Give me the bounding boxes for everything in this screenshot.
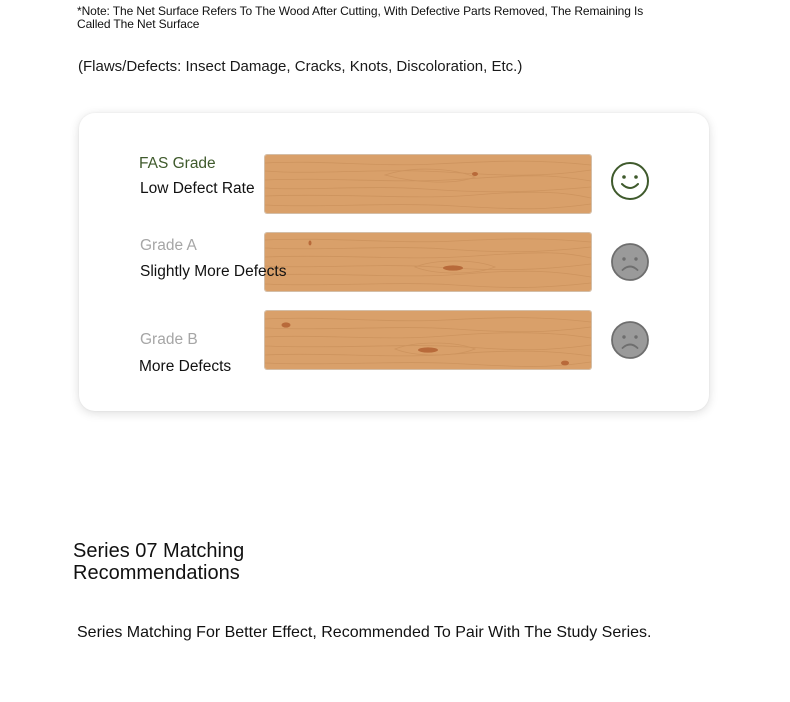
series-title: Series 07 Matching Recommendations bbox=[73, 540, 245, 584]
wood-plank-fas-image bbox=[265, 155, 591, 213]
grade-fas-description: Low Defect Rate bbox=[140, 180, 255, 197]
grade-fas-name: FAS Grade bbox=[139, 155, 216, 172]
net-surface-note: *Note: The Net Surface Refers To The Wood After Cutting, With Defective Parts Removed, The Remaining Is Called The Net Surface bbox=[77, 4, 644, 31]
grade-a-description: Slightly More Defects bbox=[140, 263, 287, 280]
frown-icon bbox=[610, 242, 650, 282]
series-description: Series Matching For Better Effect, Recommended To Pair With The Study Series. bbox=[77, 624, 652, 641]
wood-plank-grade-b-image bbox=[265, 311, 591, 369]
wood-plank-grade-a-image bbox=[265, 233, 591, 291]
grade-a-name: Grade A bbox=[140, 237, 197, 254]
grade-b-name: Grade B bbox=[140, 331, 198, 348]
flaws-definition: (Flaws/Defects: Insect Damage, Cracks, Knots, Discoloration, Etc.) bbox=[78, 58, 523, 75]
frown-icon bbox=[610, 320, 650, 360]
smile-icon bbox=[610, 161, 650, 201]
grade-b-description: More Defects bbox=[139, 358, 232, 375]
